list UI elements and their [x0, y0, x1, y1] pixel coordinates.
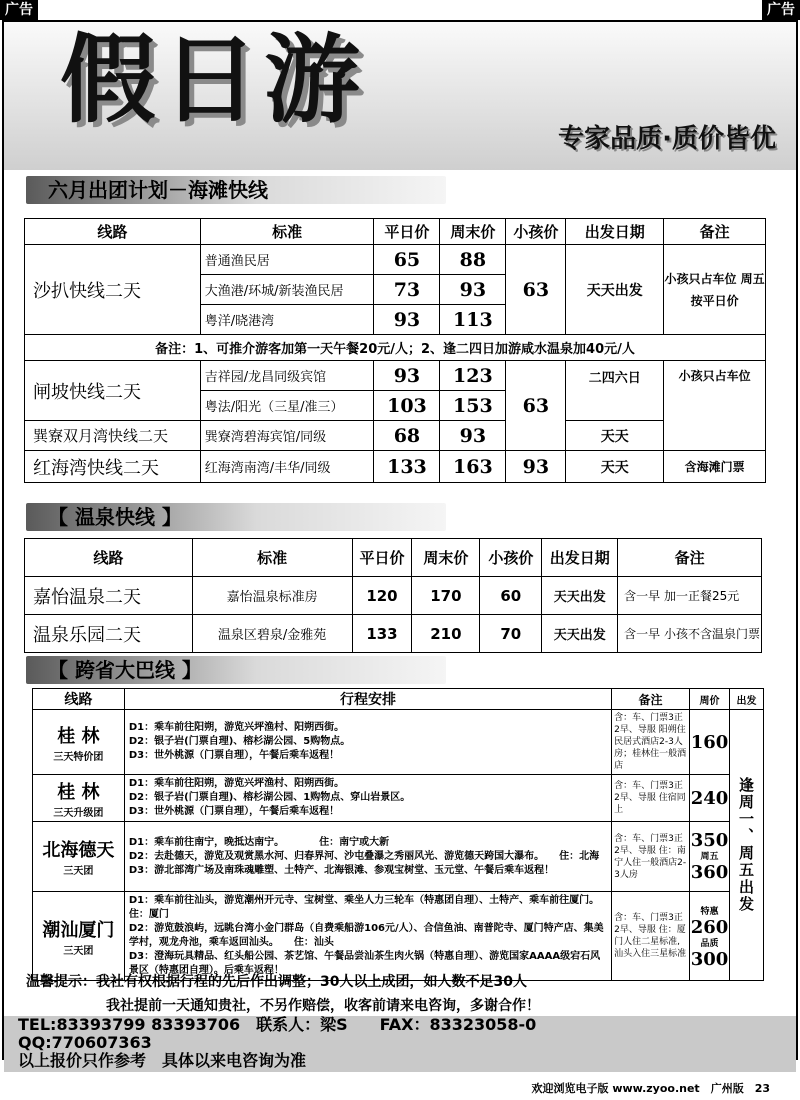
- weekend-price: 88: [440, 245, 506, 275]
- depart-date: 天天出发: [542, 615, 618, 653]
- price-cell: 240: [690, 775, 730, 822]
- col-header: 出发日期: [542, 539, 618, 577]
- table-row: [33, 822, 764, 892]
- itinerary-day: D3：世外桃源（门票自理），午餐后乘车返程！: [128, 806, 340, 817]
- table-header-row: [25, 539, 762, 577]
- table-row: [33, 710, 764, 775]
- route-cell: [33, 710, 125, 775]
- note-cell: 含一早 小孩不含温泉门票: [618, 615, 762, 653]
- standard-cell: 巽寮湾碧海宾馆/同级: [200, 421, 374, 451]
- weekend-price: 93: [440, 275, 506, 305]
- route-sub: 三天团: [63, 945, 94, 957]
- price-cell: [690, 892, 730, 981]
- remark-cell: 含：车、门票3正2早、导服 阳朔住民居式酒店2-3人房；桂林住一般酒店: [612, 710, 690, 775]
- route-name: 闸坡快线二天: [25, 361, 201, 421]
- table-row: [25, 577, 762, 615]
- itinerary-cell: [124, 892, 615, 981]
- weekend-price: 93: [440, 421, 506, 451]
- section3-title: 【 跨省大巴线 】: [48, 658, 202, 682]
- standard-cell: 温泉区碧泉/金雅苑: [192, 615, 352, 653]
- section3-banner: [26, 656, 446, 684]
- remark-cell: 含：车、门票3正2早、导服 住：南宁人住一般酒店2-3人房: [612, 822, 690, 892]
- table-row: [25, 451, 766, 483]
- weekend-price: 170: [412, 577, 480, 615]
- col-header: 小孩价: [480, 539, 542, 577]
- itinerary-day: D2：银子岩(门票自理)、榕杉湖公园、5购物点。: [128, 736, 351, 747]
- weekend-price: 210: [412, 615, 480, 653]
- col-header: 周价: [690, 689, 730, 710]
- remark-row: [25, 335, 766, 361]
- ad-tag-left: 广告: [0, 0, 38, 20]
- itinerary-day: D3：澄海玩具精品、红头船公园、茶艺馆、午餐品尝汕茶生肉火锅（特惠自理）、游览国家AAAA级宕石风景区（特惠团自理）。后乘车返程！: [128, 951, 601, 976]
- table-row: [25, 615, 762, 653]
- depart-date: 天天: [566, 451, 664, 483]
- beach-table: [24, 218, 766, 483]
- route-name: 红海湾快线二天: [25, 451, 201, 483]
- weekend-price: 123: [440, 361, 506, 391]
- itinerary-day: D3：游北部湾广场及南珠魂雕塑、土特产、北海银滩、参观宝树堂、玉元堂、午餐后乘车返程！: [128, 864, 555, 876]
- price-value: 350: [690, 829, 729, 851]
- depart-date: 二四六日: [566, 361, 664, 421]
- route-sub: 三天特价团: [53, 751, 104, 763]
- price-note: 周五: [700, 851, 719, 862]
- weekend-price: 163: [440, 451, 506, 483]
- tips-block: [26, 970, 776, 1018]
- table-row: [33, 775, 764, 822]
- note-cell: 小孩只占车位: [664, 361, 766, 451]
- section2-title: 【 温泉快线 】: [48, 505, 182, 529]
- price-value-2: 360: [690, 861, 729, 883]
- contact-line: 以上报价只作参考 具体以来电咨询为准: [18, 1051, 307, 1070]
- col-header: 标准: [200, 219, 374, 245]
- child-price: 60: [480, 577, 542, 615]
- route-cell: [33, 775, 125, 822]
- weekday-price: 73: [374, 275, 440, 305]
- col-header: 周末价: [440, 219, 506, 245]
- contact-block: [4, 1016, 796, 1072]
- section2-banner: [26, 503, 446, 531]
- price-cell: [690, 822, 730, 892]
- itinerary-day: D2：去赴德天，游览及观赏黑水河、归春界河、沙屯叠瀑之秀丽风光、游览德天跨国大瀑布。 住：北海: [128, 850, 600, 862]
- child-price: 63: [506, 245, 566, 335]
- standard-cell: 粤洋/晓港湾: [200, 305, 374, 335]
- table-row: [25, 421, 766, 451]
- route-cell: [33, 822, 125, 892]
- weekday-price: 133: [352, 615, 412, 653]
- col-header: 标准: [192, 539, 352, 577]
- ad-tag-right: 广告: [762, 0, 800, 20]
- remark-cell: 含：车、门票3正2早、导服 住：厦门人住二星标准,汕头入住三星标准: [612, 892, 690, 981]
- contact-line: TEL:83393799 83393706 联系人：梁S FAX：83323058-0: [18, 1015, 537, 1034]
- itinerary-day: D2：游览鼓浪屿，远眺台湾小金门群岛（自费乘船游106元/人）、合信鱼油、南普陀寺、厦门特产店、集美学村，观龙舟池，乘车返回汕头。 住：汕头: [128, 923, 604, 948]
- price-value-2: 300: [690, 949, 729, 970]
- child-price: 93: [506, 451, 566, 483]
- route-name: 温泉乐园二天: [25, 615, 193, 653]
- note-cell: 含海滩门票: [664, 451, 766, 483]
- table-row: [25, 361, 766, 391]
- col-header: 备注: [612, 689, 690, 710]
- slogan: 专家品质·质价皆优: [558, 124, 776, 154]
- itinerary-day: D1：乘车前往汕头，游览潮州开元寺、宝树堂、乘坐人力三轮车（特惠团自理）、土特产、乘车前往厦门。 住：厦门: [128, 895, 615, 920]
- col-header: 出发日期: [566, 219, 664, 245]
- route-sub: 三天升级团: [53, 807, 104, 819]
- tip-line: 温馨提示：我社有权根据行程的先后作出调整；30人以上成团，如人数不足30人: [26, 974, 527, 990]
- table-row: [33, 892, 764, 981]
- brand-title: 假日游: [60, 24, 366, 136]
- tip-line: 我社提前一天通知贵社，不另作赔偿，收客前请来电咨询，多谢合作！: [106, 998, 540, 1014]
- note-cell: 小孩只占车位 周五按平日价: [664, 245, 766, 335]
- itinerary-day: D3：世外桃源（门票自理），午餐后乘车返程！: [128, 750, 340, 761]
- col-header: 小孩价: [506, 219, 566, 245]
- footer-text: 欢迎浏览电子版 www.zyoo.net 广州版 23: [531, 1082, 770, 1095]
- weekend-price: 153: [440, 391, 506, 421]
- route-name: 北海德天: [42, 840, 115, 861]
- table-row: [25, 245, 766, 275]
- route-name: 巽寮双月湾快线二天: [25, 421, 201, 451]
- route-name: 沙扒快线二天: [25, 245, 201, 335]
- table-header-row: [33, 689, 764, 710]
- bus-table: [32, 688, 764, 981]
- child-price: 70: [480, 615, 542, 653]
- note-cell: 含一早 加一正餐25元: [618, 577, 762, 615]
- weekday-price: 133: [374, 451, 440, 483]
- remark-text: 备注：1、可推介游客加第一天午餐20元/人；2、逢二四日加游咸水温泉加40元/人: [25, 335, 766, 361]
- col-header: 线路: [25, 219, 201, 245]
- route-name: 潮汕厦门: [42, 919, 115, 941]
- depart-date: 天天: [566, 421, 664, 451]
- weekday-price: 103: [374, 391, 440, 421]
- hotspring-table: [24, 538, 762, 653]
- child-price: 63: [506, 361, 566, 451]
- col-header: 周末价: [412, 539, 480, 577]
- remark-cell: 含：车、门票3正2早、导服 住宿同上: [612, 775, 690, 822]
- section1-banner: [26, 176, 446, 204]
- depart-date: 天天出发: [542, 577, 618, 615]
- route-name: 桂 林: [57, 725, 100, 747]
- itinerary-day: D2：银子岩(门票自理)、榕杉湖公园、1购物点、穿山岩景区。: [128, 792, 411, 803]
- weekday-price: 65: [374, 245, 440, 275]
- weekday-price: 120: [352, 577, 412, 615]
- depart-date: 天天出发: [566, 245, 664, 335]
- standard-cell: 吉祥园/龙昌同级宾馆: [200, 361, 374, 391]
- itinerary-cell: [124, 710, 611, 775]
- itinerary-day: D1：乘车前往阳朔，游览兴坪渔村、阳朔西街。: [128, 722, 345, 733]
- price-note-2: 品质: [700, 939, 719, 949]
- col-header: 线路: [25, 539, 193, 577]
- standard-cell: 普通渔民居: [200, 245, 374, 275]
- route-name: 嘉怡温泉二天: [25, 577, 193, 615]
- col-header: 备注: [664, 219, 766, 245]
- standard-cell: 大渔港/环城/新装渔民居: [200, 275, 374, 305]
- table-header-row: [25, 219, 766, 245]
- standard-cell: 粤法/阳光（三星/准三）: [200, 391, 374, 421]
- col-header: 平日价: [374, 219, 440, 245]
- standard-cell: 嘉怡温泉标准房: [192, 577, 352, 615]
- weekday-price: 93: [374, 305, 440, 335]
- col-header: 行程安排: [124, 689, 611, 710]
- section1-title: 六月出团计划－海滩快线: [48, 178, 268, 202]
- price-cell: 160: [690, 710, 730, 775]
- weekday-price: 93: [374, 361, 440, 391]
- price-value: 260: [690, 917, 729, 938]
- col-header: 备注: [618, 539, 762, 577]
- col-header: 出发: [729, 689, 763, 710]
- weekday-price: 68: [374, 421, 440, 451]
- route-sub: 三天团: [63, 866, 94, 877]
- depart-cell: 逢周一、周五出发: [729, 710, 763, 981]
- route-name: 桂 林: [57, 781, 100, 803]
- standard-cell: 红海湾南湾/丰华/同级: [200, 451, 374, 483]
- route-cell: [33, 892, 125, 981]
- weekend-price: 113: [440, 305, 506, 335]
- itinerary-day: D1：乘车前往阳朔，游览兴坪渔村、阳朔西街。: [128, 778, 345, 789]
- itinerary-cell: [124, 822, 611, 892]
- itinerary-cell: [124, 775, 611, 822]
- contact-line: QQ:770607363: [18, 1033, 152, 1052]
- itinerary-day: D1：乘车前往南宁，晚抵达南宁。 住：南宁或大新: [128, 836, 390, 848]
- col-header: 平日价: [352, 539, 412, 577]
- col-header: 线路: [33, 689, 125, 710]
- price-note: 特惠: [700, 907, 719, 917]
